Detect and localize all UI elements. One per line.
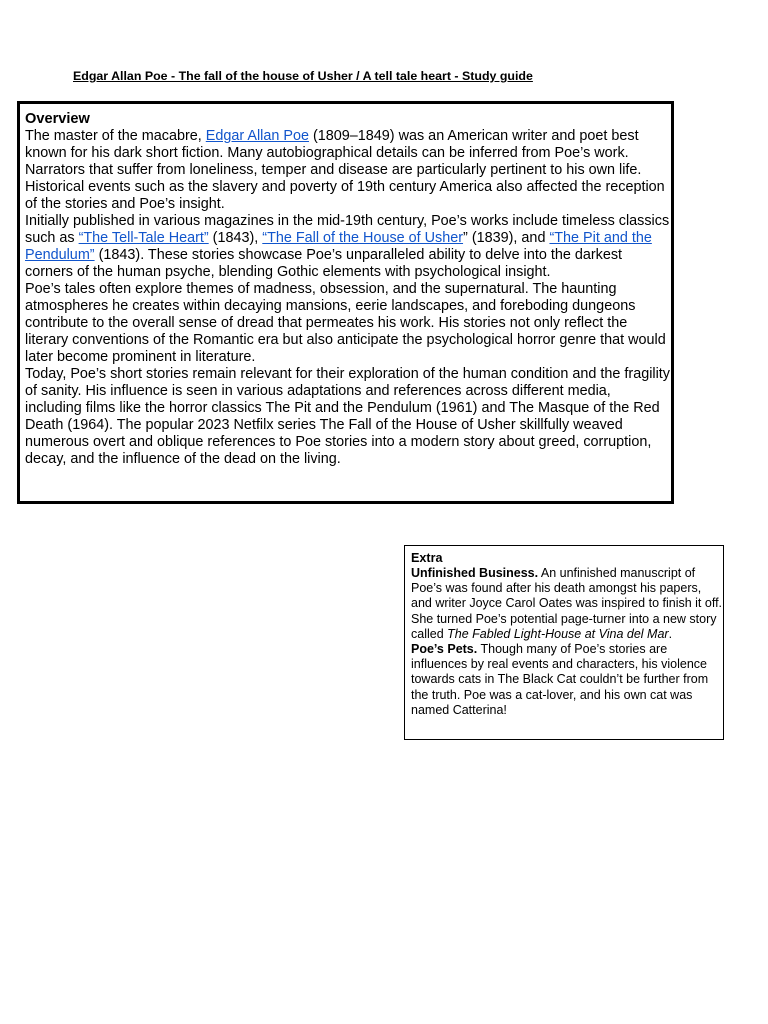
page-title: Edgar Allan Poe - The fall of the house of Usher / A tell tale heart - Study guide: [73, 69, 533, 83]
text: (1809–1849) was an American writer and poet best known for his dark short fiction. Many autobiographical details can be inferred from Poe’s work. Narrators that suffer from loneliness, temper and disease are particularly pertinent to his own life. Historical events such as the slavery and poverty of 19th century America also affected the reception of the stories and Poe’s insight.: [25, 128, 665, 212]
link-edgar-allan-poe[interactable]: Edgar Allan Poe: [205, 128, 309, 144]
extra-item-unfinished-business: [411, 566, 723, 642]
italic-title: The Fabled Light-House at Vina del Mar: [447, 626, 669, 641]
text: (1843),: [208, 230, 263, 246]
overview-heading: Overview: [25, 111, 90, 127]
text: The master of the macabre,: [25, 128, 206, 144]
extra-box: [404, 545, 724, 740]
text: .: [668, 626, 673, 641]
overview-box: [17, 101, 674, 504]
extra-heading: Extra: [411, 551, 443, 565]
overview-paragraph-3: Poe’s tales often explore themes of madness, obsession, and the supernatural. The haunting atmospheres he creates within decaying mansions, eerie landscapes, and foreboding dungeons contribute to the overall sense of dread that permeates his work. His stories not only reflect the literary conventions of the Romantic era but also anticipate the psychological horror genre that would later become prominent in literature.: [25, 281, 666, 365]
link-tell-tale-heart[interactable]: “The Tell-Tale Heart”: [78, 230, 209, 246]
text: An unfinished manuscript of Poe’s was found after his death amongst his papers, and writer Joyce Carol Oates was inspired to finish it off. She turned Poe’s potential page-turner into a new story called: [411, 566, 723, 641]
text: Initially published in various magazines in the mid-19th century, Poe’s works include timeless classics such as: [25, 213, 670, 246]
text: (1843). These stories showcase Poe’s unparalleled ability to delve into the darkest corners of the human psyche, blending Gothic elements with psychological insight.: [25, 247, 623, 280]
overview-paragraph-4: Today, Poe’s short stories remain relevant for their exploration of the human condition and the fragility of sanity. His influence is seen in various adaptations and references across different media, including films like the horror classics The Pit and the Pendulum (1961) and The Masque of the Red Death (1964). The popular 2023 Netfilx series The Fall of the House of Usher skillfully weaved numerous overt and oblique references to Poe stories into a modern story about greed, corruption, decay, and the influence of the dead on the living.: [25, 366, 670, 467]
overview-paragraph-1: [25, 128, 671, 213]
item-lead: Unfinished Business.: [411, 566, 539, 580]
text: Though many of Poe’s stories are influences by real events and characters, his violence towards cats in The Black Cat couldn’t be further from the truth. Poe was a cat-lover, and his own cat was named Catterina!: [411, 642, 709, 717]
link-pit-and-pendulum[interactable]: “The Pit and the Pendulum”: [25, 230, 652, 263]
extra-item-poes-pets: [411, 642, 723, 718]
item-lead: Poe’s Pets.: [411, 642, 478, 657]
link-fall-of-house-of-usher[interactable]: “The Fall of the House of Usher: [262, 230, 464, 246]
overview-paragraph-2: [25, 213, 671, 281]
text: ” (1839), and: [463, 230, 550, 246]
